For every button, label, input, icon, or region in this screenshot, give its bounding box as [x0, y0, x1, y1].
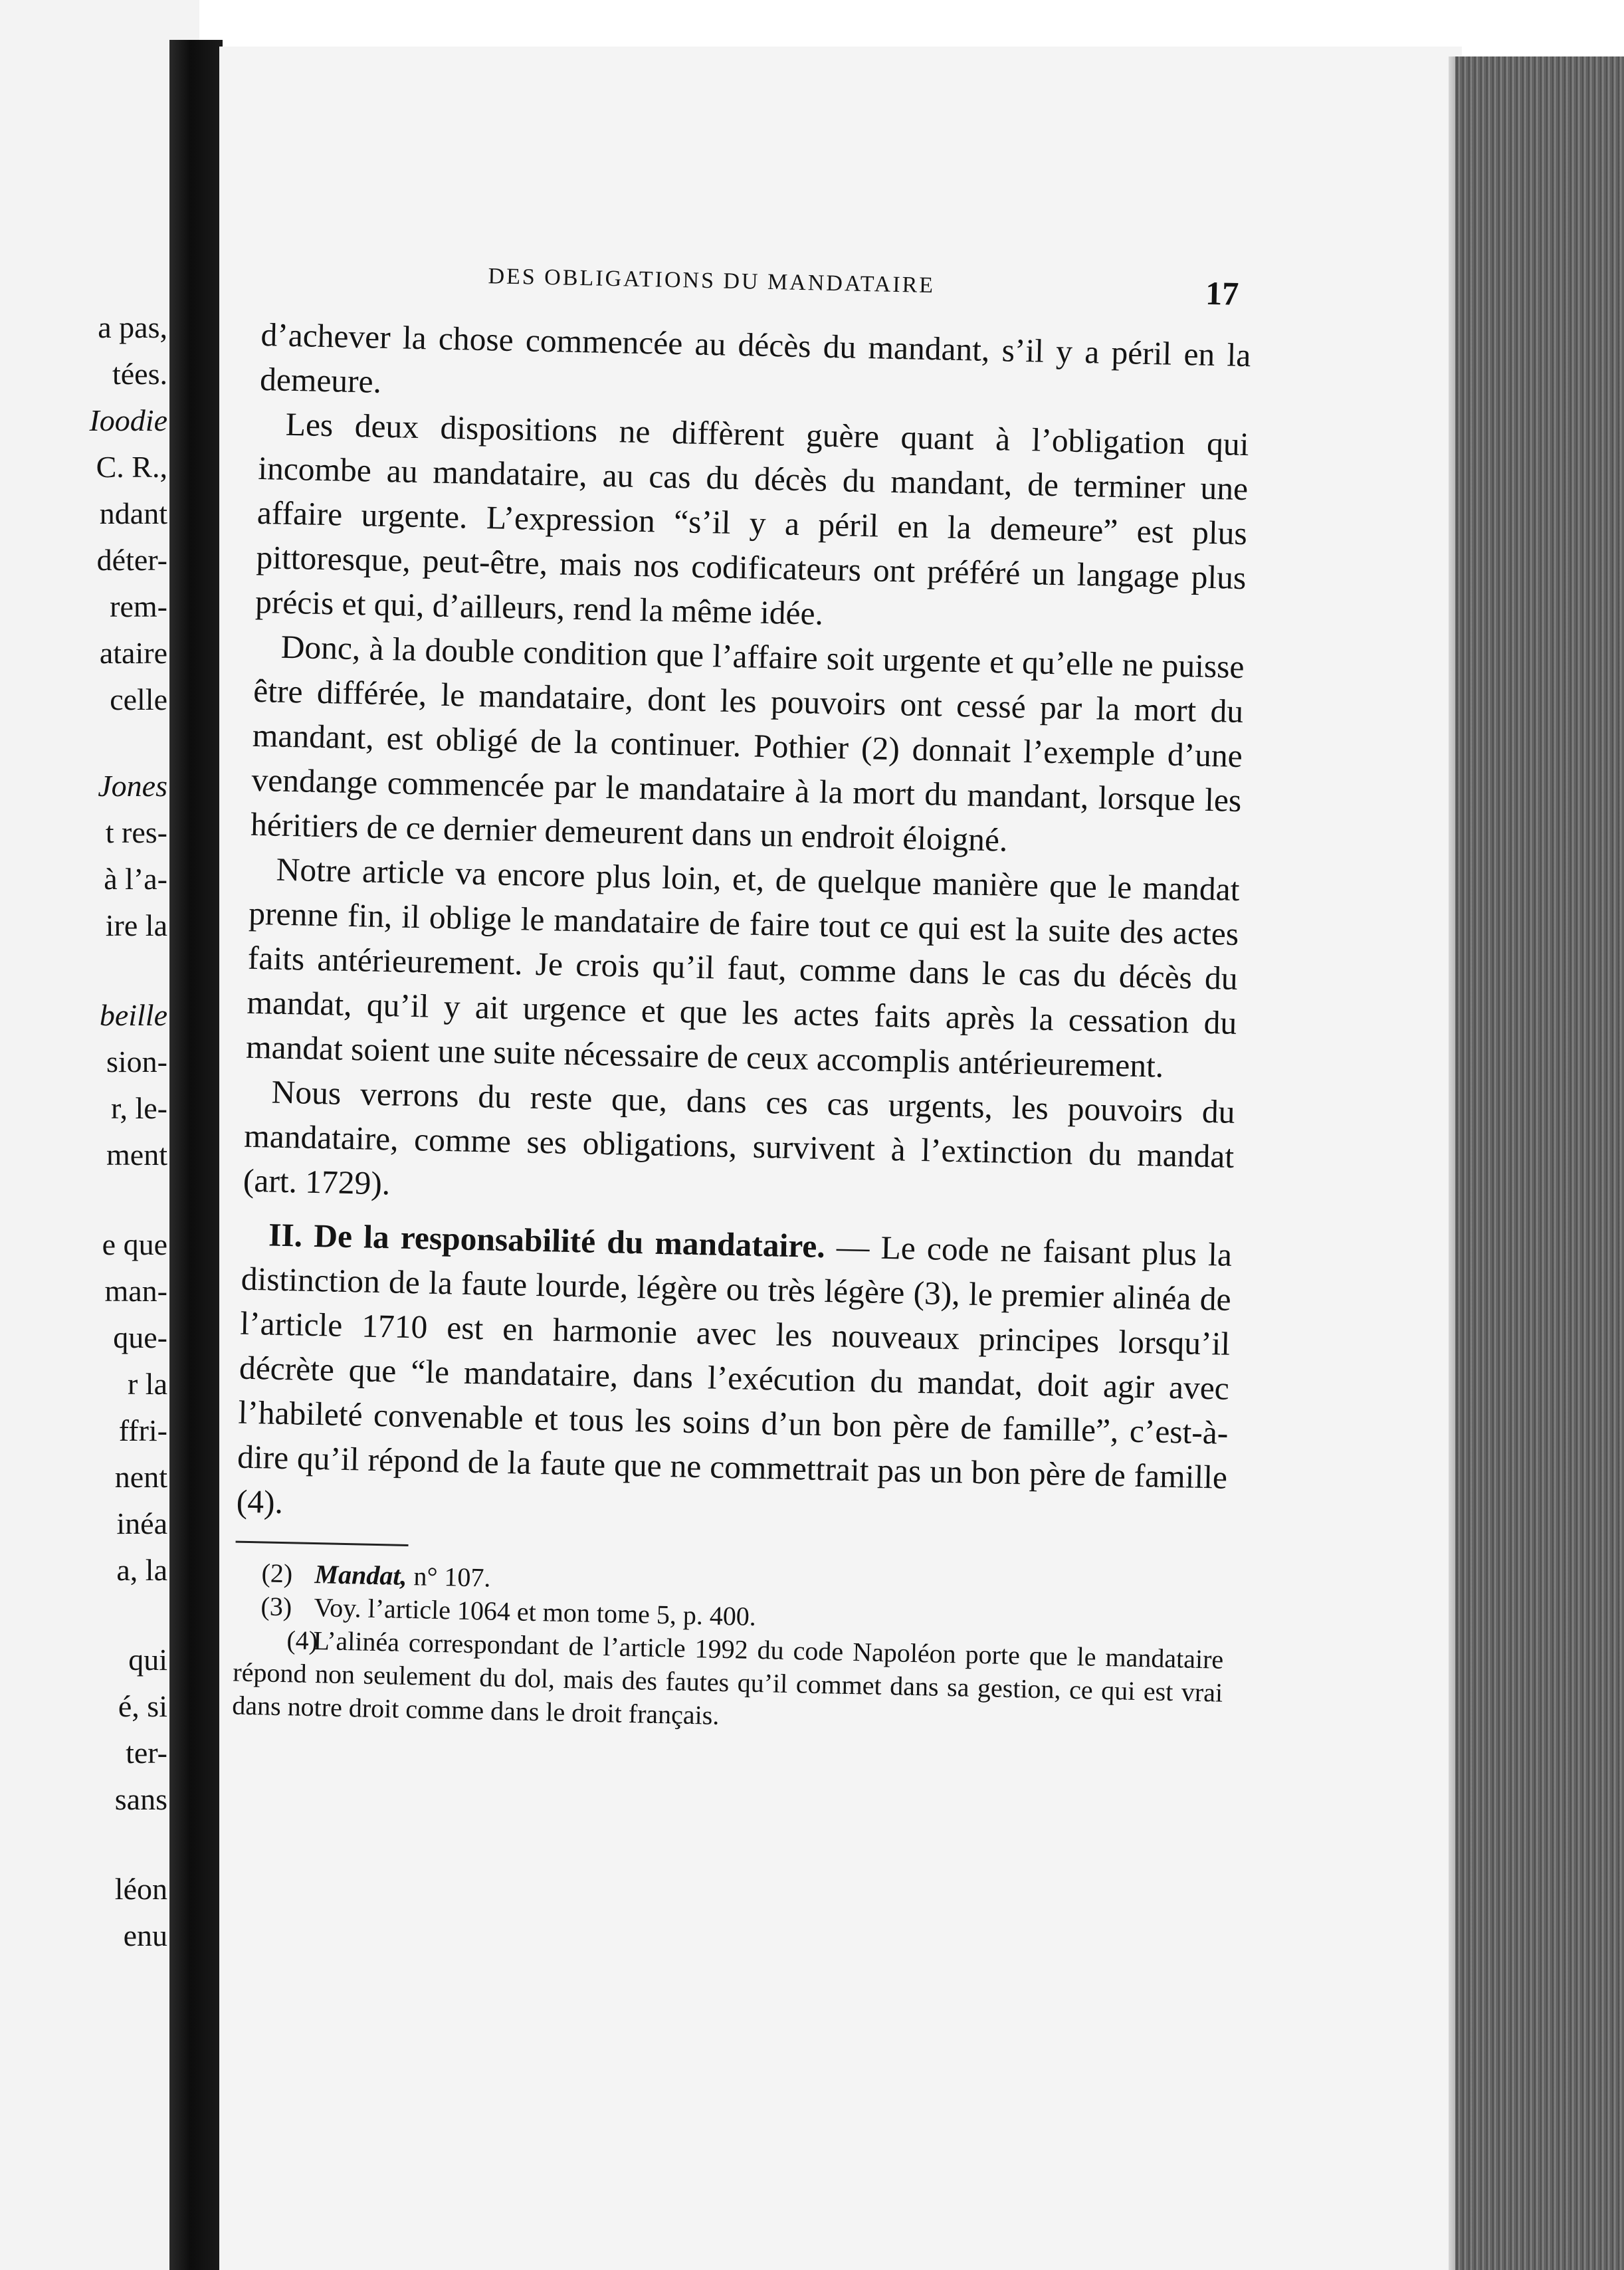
left-page-fragment: sans — [114, 1782, 167, 1816]
running-title: DES OBLIGATIONS DU MANDATAIRE — [488, 264, 936, 298]
page-stack-edge — [1455, 56, 1624, 2270]
paragraph: Notre article va encore plus loin, et, de quelque manière que le mandat prenne fin, il oblige le mandataire de faire tout ce qui est la suite des actes faits antérieurement. Je crois qu’il faut, comme dans le cas du décès du mandat, qu’il y ait urgence et que les actes faits après la cessation du mandat soient une suite nécessaire de ceux accomplis antérieurement. — [245, 851, 1241, 1084]
paragraph-continued: d’achever la chose commencée au décès du mandant, s’il y a péril en la demeure. — [259, 316, 1251, 400]
left-page-fragment: rem- — [110, 589, 167, 623]
left-page-fragment: t res- — [105, 815, 167, 849]
left-page-fragment: C. R., — [96, 450, 167, 484]
left-page-fragment: ter- — [126, 1736, 167, 1770]
section-text: — Le code ne faisant plus la distinction de la faute lourde, légère ou très légère (3), le premier alinéa de l’article 1710 est en harmonie avec les nouveaux principes lorsqu’il décrète que “le mandataire, dans l’exécution du mandat, doit agir avec l’habileté convenable et tous les soins d’un bon père de famille”, c’est-à-dire qu’il répond de la faute que ne commettrait pas un bon père de famille (4). — [236, 1228, 1233, 1521]
left-page-fragment: e que — [102, 1227, 167, 1261]
left-page-fragment: sion- — [106, 1045, 167, 1079]
left-page-fragment: ffri- — [118, 1413, 167, 1447]
left-page-fragment: tées. — [112, 357, 167, 391]
left-page-fragment: ire la — [105, 908, 167, 942]
left-page-fragment: man- — [104, 1274, 167, 1308]
footnote-text: Voy. l’article 1064 et mon tome 5, p. 400. — [314, 1592, 757, 1631]
left-page-fragment: ataire — [99, 636, 167, 670]
footnote — [232, 1623, 1224, 1743]
paragraph: Donc, à la double condition que l’affaire soit urgente et qu’elle ne puisse être différée, le mandataire, dont les pouvoirs ont cessé par la mort du mandant, est obligé de la continuer. Pothier (2) donnait l’exemple d’une vendange commencée par le mandataire à la mort du mandant, lorsque les héritiers de ce dernier demeurent dans un endroit éloigné. — [250, 628, 1245, 859]
left-page-fragment: nent — [114, 1460, 167, 1494]
section-paragraph — [236, 1212, 1232, 1544]
footnote-italic: Mandat, — [314, 1559, 407, 1591]
left-page-fragment: léon — [114, 1872, 167, 1906]
left-page-fragment: a, la — [116, 1553, 167, 1587]
left-page-fragment: ndant — [99, 496, 167, 530]
left-page-fragment: beille — [99, 998, 167, 1032]
footnote-number: (4) — [286, 1625, 318, 1656]
paragraph: Nous verrons du reste que, dans ces cas urgents, les pouvoirs du mandataire, comme ses obligations, survivent à l’extinction du mandat (art. 1729). — [243, 1073, 1236, 1202]
left-page-fragment: enu — [123, 1918, 167, 1952]
footnote-rule — [236, 1541, 409, 1546]
page-number: 17 — [1205, 274, 1239, 312]
left-page-fragment: inéa — [116, 1506, 167, 1540]
paragraph: Les deux dispositions ne diffèrent guère quant à l’obligation qui incombe au mandataire, au cas du décès du mandant, de terminer une affaire urgente. L’expression “s’il y a péril en la demeure” est plus pittoresque, peut-être, mais nos codificateurs ont préféré un langage plus précis et qui, d’ailleurs, rend la même idée. — [254, 405, 1250, 632]
book-gutter — [169, 40, 223, 2270]
footnote-number: (3) — [260, 1591, 292, 1622]
left-page-fragment: a pas, — [98, 310, 167, 344]
footnote-number: (2) — [261, 1558, 293, 1589]
left-page-fragment: r, le- — [111, 1091, 167, 1125]
section-heading: II. De la responsabilité du mandataire. — [268, 1216, 826, 1265]
left-page-fragment: que- — [113, 1320, 167, 1354]
left-page-fragment: Jones — [98, 769, 167, 803]
left-page-fragment: Ioodie — [89, 403, 167, 437]
footnote-text: L’alinéa correspondant de l’article 1992 du code Napoléon porte que le mandataire répond non seulement du dol, mais des fautes qu’il commet dans sa gestion, ce qui est vrai dans notre droit comme dans le droit français. — [231, 1625, 1224, 1730]
left-page-fragment: é, si — [118, 1689, 167, 1723]
left-page-fragment: qui — [128, 1643, 167, 1677]
left-page-fragment: r la — [127, 1367, 167, 1401]
left-page-fragment: celle — [110, 682, 167, 716]
footnote-text: n° 107. — [407, 1560, 491, 1593]
left-page-fragment: ment — [106, 1138, 167, 1172]
left-page-fragment: déter- — [96, 543, 167, 577]
left-page-fragment: à l’a- — [104, 862, 167, 896]
page-content — [232, 259, 1253, 1743]
